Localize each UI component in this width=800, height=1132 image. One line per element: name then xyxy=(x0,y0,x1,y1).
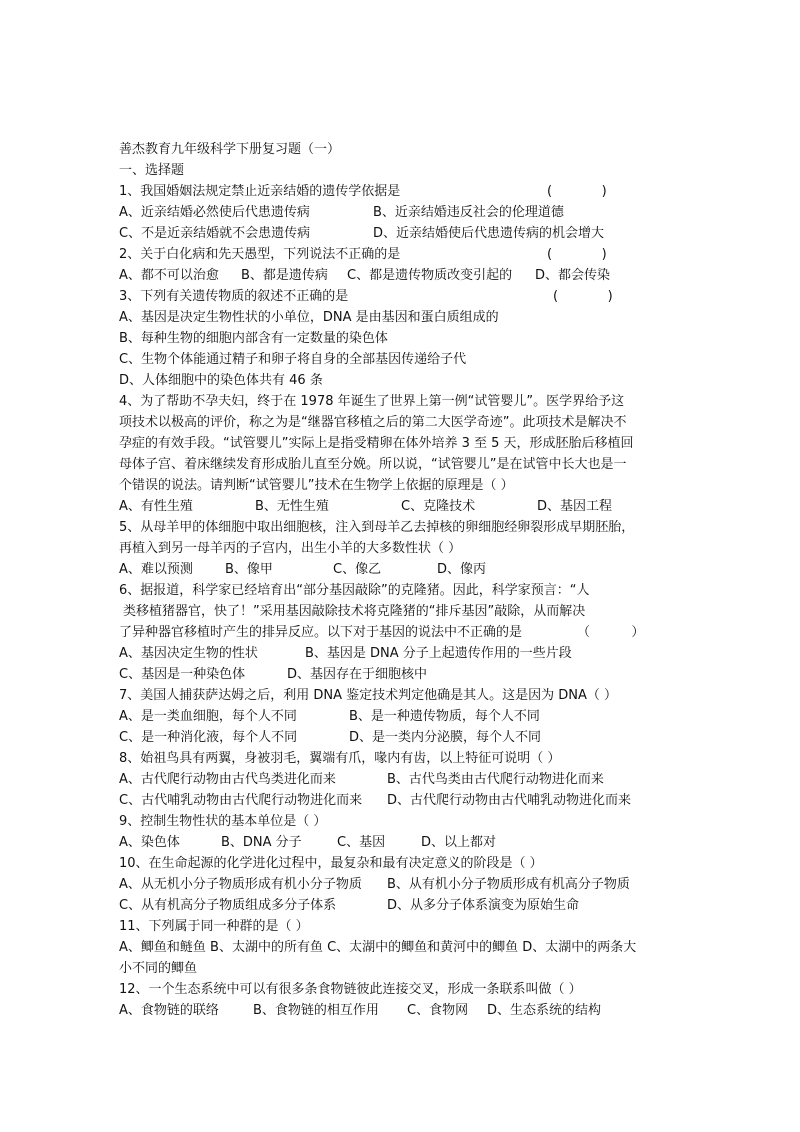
option-b: B、无性生殖 xyxy=(255,499,329,514)
option-c: C、生物个体能通过精子和卵子将自身的全部基因传递给子代 xyxy=(119,352,467,367)
answer-blank: （ ） xyxy=(577,625,645,640)
option-d: D、从多分子体系演变为原始生命 xyxy=(387,898,580,913)
question-10: 10、在生命起源的化学进化过程中，最复杂和最有决定意义的阶段是（ ） xyxy=(119,856,543,871)
section-heading: 一、选择题 xyxy=(119,163,185,178)
question-stem: 1、我国婚姻法规定禁止近亲结婚的遗传学依据是 xyxy=(119,184,401,199)
option-d: D、基因工程 xyxy=(537,499,613,514)
options-row xyxy=(119,832,689,853)
question-12: 12、一个生态系统中可以有很多条食物链彼此连接交叉，形成一条联系叫做（ ） xyxy=(119,982,582,997)
options-row xyxy=(119,559,689,580)
question-2 xyxy=(119,244,689,265)
options-row xyxy=(119,706,689,727)
question-9: 9、控制生物性状的基本单位是（ ） xyxy=(119,814,327,829)
option-b: B、都是遗传病 xyxy=(241,268,328,283)
question-5-line: 再植入到另一母羊丙的子宫内，出生小羊的大多数性状（ ） xyxy=(119,541,462,556)
option-a: A、近亲结婚必然使后代患遗传病 xyxy=(119,205,310,220)
options-row xyxy=(119,496,689,517)
option-b: B、每种生物的细胞内部含有一定数量的染色体 xyxy=(119,331,388,346)
option-a: A、都不可以治愈 xyxy=(119,268,219,283)
question-7: 7、美国人捕获萨达姆之后，利用 DNA 鉴定技术判定他确是其人。这是因为 DNA（ ） xyxy=(119,688,618,703)
option-c: C、基因 xyxy=(337,835,386,850)
option-d: D、是一类内分泌膜，每个人不同 xyxy=(349,730,542,745)
option-a: A、基因是决定生物性状的小单位，DNA 是由基因和蛋白质组成的 xyxy=(119,310,499,325)
options-row xyxy=(119,895,689,916)
option-a: A、古代爬行动物由古代鸟类进化而来 xyxy=(119,772,336,787)
question-4-line: 个错误的说法。请判断“试管婴儿”技术在生物学上依据的原理是（ ） xyxy=(119,478,514,493)
option-a: A、有性生殖 xyxy=(119,499,193,514)
question-4-line: 孕症的有效手段。“试管婴儿”实际上是指受精卵在体外培养 3 至 5 天，形成胚胎后移植回 xyxy=(119,436,634,451)
question-6-line: 6、据报道，科学家已经培育出“部分基因敲除”的克隆猪。因此，科学家预言：“人 xyxy=(119,583,590,598)
option-b: B、食物链的相互作用 xyxy=(253,1003,379,1018)
option-d: D、近亲结婚使后代患遗传病的机会增大 xyxy=(373,226,605,241)
options-row xyxy=(119,790,689,811)
question-11: 11、下列属于同一种群的是（ ） xyxy=(119,919,309,934)
option-c: C、从有机高分子物质组成多分子体系 xyxy=(119,898,337,913)
options-row xyxy=(119,265,689,286)
option-b: B、近亲结婚违反社会的伦理道德 xyxy=(373,205,564,220)
document-title: 善杰教育九年级科学下册复习题（一） xyxy=(119,142,341,157)
question-6-line: 类移植猪器官，快了！”采用基因敲除技术将克隆猪的“排斥基因”敲除，从而解决 xyxy=(123,604,586,619)
option-d: D、都会传染 xyxy=(535,268,611,283)
options-row xyxy=(119,769,689,790)
option-b: B、是一种遗传物质，每个人不同 xyxy=(349,709,540,724)
options-row xyxy=(119,202,689,223)
option-c: C、基因是一种染色体 xyxy=(119,667,246,682)
answer-blank: ( ) xyxy=(547,184,607,199)
option-c: C、像乙 xyxy=(333,562,382,577)
option-a: A、是一类血细胞，每个人不同 xyxy=(119,709,297,724)
option-b: B、DNA 分子 xyxy=(221,835,302,850)
option-c: C、都是遗传物质改变引起的 xyxy=(347,268,513,283)
option-b: B、像甲 xyxy=(225,562,273,577)
option-c: C、古代哺乳动物由古代爬行动物进化而来 xyxy=(119,793,363,808)
question-11-options: 小不同的鲫鱼 xyxy=(119,961,198,976)
answer-blank: ( ) xyxy=(553,289,613,304)
option-a: A、染色体 xyxy=(119,835,180,850)
option-a: A、从无机小分子物质形成有机小分子物质 xyxy=(119,877,362,892)
question-stem: 3、下列有关遗传物质的叙述不正确的是 xyxy=(119,289,349,304)
options-row xyxy=(119,664,689,685)
question-5-line: 5、从母羊甲的体细胞中取出细胞核，注入到母羊乙去掉核的卵细胞经卵裂形成早期胚胎， xyxy=(119,520,635,535)
question-stem: 了异种器官移植时产生的排异反应。以下对于基因的说法中不正确的是 xyxy=(119,625,523,640)
option-c: C、食物网 xyxy=(407,1003,469,1018)
question-3 xyxy=(119,286,689,307)
options-row xyxy=(119,643,689,664)
options-row xyxy=(119,223,689,244)
option-c: C、克隆技术 xyxy=(401,499,476,514)
question-4-line: 项技术以极高的评价，称之为是“继器官移植之后的第二大医学奇迹”。此项技术是解决不 xyxy=(119,415,627,430)
options-row xyxy=(119,1000,689,1021)
option-b: B、从有机小分子物质形成有机高分子物质 xyxy=(387,877,630,892)
option-a: A、难以预测 xyxy=(119,562,193,577)
option-d: D、基因存在于细胞核中 xyxy=(287,667,428,682)
options-row xyxy=(119,874,689,895)
answer-blank: ( ) xyxy=(547,247,607,262)
options-row xyxy=(119,727,689,748)
question-stem: 2、关于白化病和先天愚型，下列说法不正确的是 xyxy=(119,247,401,262)
exam-content xyxy=(119,139,689,1021)
option-b: B、古代鸟类由古代爬行动物进化而来 xyxy=(387,772,604,787)
question-1 xyxy=(119,181,689,202)
question-11-options: A、鲫鱼和鲢鱼 B、太湖中的所有鱼 C、太湖中的鲫鱼和黄河中的鲫鱼 D、太湖中的两条大 xyxy=(119,940,637,955)
question-8: 8、始祖鸟具有两翼，身被羽毛，翼端有爪，喙内有齿，以上特征可说明（ ） xyxy=(119,751,561,766)
option-b: B、基因是 DNA 分子上起遗传作用的一些片段 xyxy=(305,646,572,661)
option-c: C、是一种消化液，每个人不同 xyxy=(119,730,298,745)
question-4-line: 4、为了帮助不孕夫妇，终于在 1978 年诞生了世界上第一例“试管婴儿”。医学界给予这 xyxy=(119,394,625,409)
option-d: D、生态系统的结构 xyxy=(487,1003,602,1018)
question-4-line: 母体子宫、着床继续发育形成胎儿直至分娩。所以说，“试管婴儿”是在试管中长大也是一 xyxy=(119,457,627,472)
option-d: D、像丙 xyxy=(437,562,487,577)
option-a: A、食物链的联络 xyxy=(119,1003,219,1018)
option-d: D、人体细胞中的染色体共有 46 条 xyxy=(119,373,323,388)
option-d: D、古代爬行动物由古代哺乳动物进化而来 xyxy=(387,793,632,808)
option-d: D、以上都对 xyxy=(421,835,497,850)
option-a: A、基因决定生物的性状 xyxy=(119,646,258,661)
question-6-line xyxy=(119,622,689,643)
option-c: C、不是近亲结婚就不会患遗传病 xyxy=(119,226,311,241)
